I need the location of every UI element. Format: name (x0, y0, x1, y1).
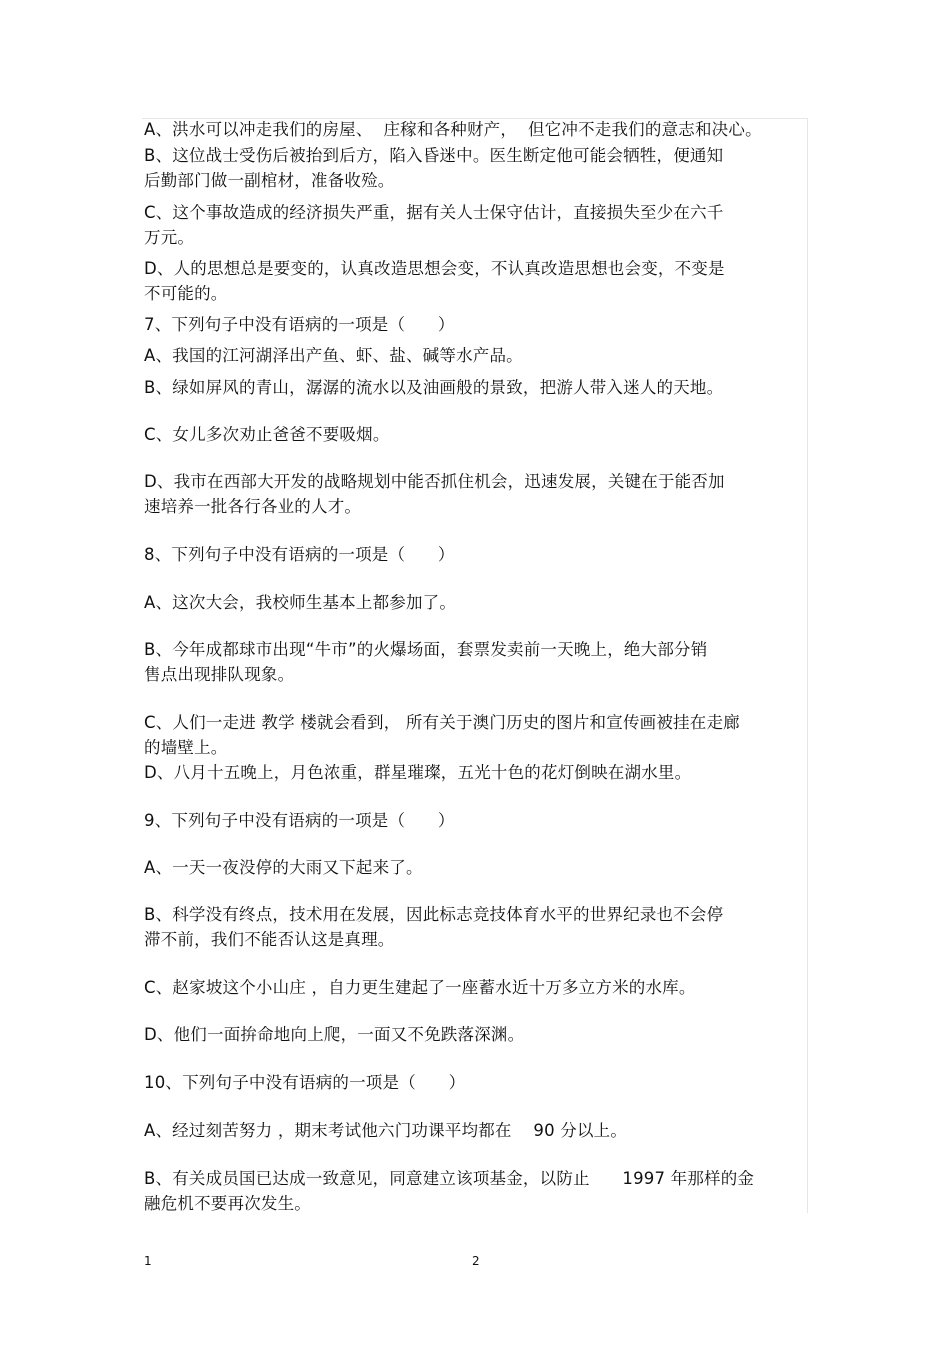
text-line: D、人的思想总是要变的，认真改造思想会变，不认真改造思想也会变，不变是 (144, 259, 725, 278)
text-line: A、洪水可以冲走我们的房屋、 庄稼和各种财产， 但它冲不走我们的意志和决心。 (144, 120, 762, 139)
text-line: A、经过刻苦努力 ，期末考试他六门功课平均都在 90 分以上。 (144, 1121, 628, 1140)
text-line: 的墙壁上。 (144, 738, 228, 757)
text-line: B、有关成员国已达成一致意见，同意建立该项基金，以防止 1997 年那样的金 (144, 1169, 755, 1188)
text-line: B、科学没有终点，技术用在发展，因此标志竞技体育水平的世界纪录也不会停 (144, 905, 724, 924)
question-heading: 10、下列句子中没有语病的一项是（ ） (144, 1073, 466, 1092)
question-heading: 7、下列句子中没有语病的一项是（ ） (144, 315, 455, 334)
text-line: 不可能的。 (144, 284, 228, 303)
text-line: 后勤部门做一副棺材，准备收殓。 (144, 171, 395, 190)
text-line: C、赵家坡这个小山庄 ，自力更生建起了一座蓄水近十万多立方米的水库。 (144, 978, 696, 997)
text-line: B、这位战士受伤后被抬到后方，陷入昏迷中。医生断定他可能会牺牲，便通知 (144, 146, 724, 165)
text-line: 售点出现排队现象。 (144, 665, 295, 684)
text-line: A、这次大会，我校师生基本上都参加了。 (144, 593, 457, 612)
text-line: 融危机不要再次发生。 (144, 1194, 311, 1213)
text-line: D、我市在西部大开发的战略规划中能否抓住机会，迅速发展，关键在于能否加 (144, 472, 725, 491)
text-line: A、我国的江河湖泽出产鱼、虾、盐、碱等水产品。 (144, 346, 523, 365)
question-heading: 9、下列句子中没有语病的一项是（ ） (144, 811, 455, 830)
text-line: C、女儿多次劝止爸爸不要吸烟。 (144, 425, 390, 444)
text-line: D、他们一面拚命地向上爬，一面又不免跌落深渊。 (144, 1025, 525, 1044)
left-page-number: 1 (144, 1254, 152, 1268)
text-line: 滞不前，我们不能否认这是真理。 (144, 930, 395, 949)
text-line: A、一天一夜没停的大雨又下起来了。 (144, 858, 423, 877)
text-line: B、今年成都球市出现“牛市”的火爆场面，套票发卖前一天晚上，绝大部分销 (144, 640, 708, 659)
text-line: 速培养一批各行各业的人才。 (144, 497, 362, 516)
text-line: B、绿如屏风的青山，潺潺的流水以及油画般的景致，把游人带入迷人的天地。 (144, 378, 724, 397)
text-line: D、八月十五晚上，月色浓重，群星璀璨，五光十色的花灯倒映在湖水里。 (144, 763, 692, 782)
right-page-number: 2 (472, 1254, 480, 1268)
text-line: 万元。 (144, 228, 195, 247)
text-line: C、人们一走进 教学 楼就会看到， 所有关于澳门历史的图片和宣传画被挂在走廊 (144, 713, 740, 732)
text-line: C、这个事故造成的经济损失严重，据有关人士保守估计，直接损失至少在六千 (144, 203, 724, 222)
question-heading: 8、下列句子中没有语病的一项是（ ） (144, 545, 455, 564)
